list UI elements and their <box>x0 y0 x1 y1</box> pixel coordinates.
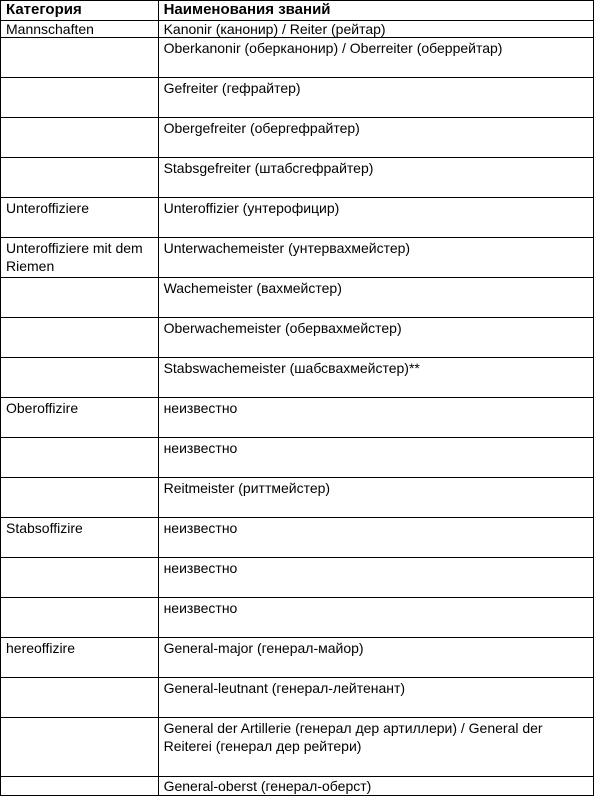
category-cell <box>1 558 159 598</box>
table-row <box>1 777 594 796</box>
rank-cell: неизвестно <box>158 558 593 598</box>
table-row <box>1 318 594 358</box>
category-cell <box>1 358 159 398</box>
rank-cell: Stabswachemeister (шабсвахмейстер)** <box>158 358 593 398</box>
table-row <box>1 718 594 777</box>
table-row <box>1 438 594 478</box>
table-row <box>1 358 594 398</box>
table-row <box>1 398 594 438</box>
table-row <box>1 198 594 238</box>
rank-cell: General der Artillerie (генерал дер артиллери) / General der Reiterei (генерал дер рейтери) <box>158 718 593 777</box>
category-cell <box>1 438 159 478</box>
category-cell <box>1 38 159 78</box>
table-row <box>1 238 594 278</box>
table-row <box>1 38 594 78</box>
rank-cell: Reitmeister (риттмейстер) <box>158 478 593 518</box>
table-row <box>1 118 594 158</box>
rank-cell: General-oberst (генерал-оберст) <box>158 777 593 796</box>
rank-cell: Kanonir (канонир) / Reiter (рейтар) <box>158 21 593 38</box>
category-cell: Stabsoffizire <box>1 518 159 558</box>
category-cell: Unteroffiziere mit dem Riemen <box>1 238 159 278</box>
header-category: Категория <box>1 1 159 21</box>
table-row <box>1 558 594 598</box>
rank-cell: Wachemeister (вахмейстер) <box>158 278 593 318</box>
rank-cell: Oberwachemeister (обервахмейстер) <box>158 318 593 358</box>
category-cell <box>1 318 159 358</box>
rank-cell: General-major (генерал-майор) <box>158 638 593 678</box>
rank-cell: Stabsgefreiter (штабсгефрайтер) <box>158 158 593 198</box>
category-cell: hereoffizire <box>1 638 159 678</box>
table-row <box>1 158 594 198</box>
category-cell <box>1 777 159 796</box>
category-cell <box>1 598 159 638</box>
category-cell <box>1 278 159 318</box>
table-row <box>1 478 594 518</box>
category-cell <box>1 678 159 718</box>
header-ranks: Наименования званий <box>158 1 593 21</box>
table-row <box>1 518 594 558</box>
category-cell: Mannschaften <box>1 21 159 38</box>
table-row <box>1 78 594 118</box>
rank-cell: неизвестно <box>158 598 593 638</box>
rank-cell: Obergefreiter (обергефрайтер) <box>158 118 593 158</box>
table-row <box>1 638 594 678</box>
category-cell <box>1 478 159 518</box>
rank-cell: неизвестно <box>158 438 593 478</box>
table-row <box>1 21 594 38</box>
rank-cell: Oberkanonir (оберканонир) / Oberreiter (оберрейтар) <box>158 38 593 78</box>
rank-cell: General-leutnant (генерал-лейтенант) <box>158 678 593 718</box>
category-cell: Unteroffiziere <box>1 198 159 238</box>
table-row <box>1 678 594 718</box>
category-cell <box>1 118 159 158</box>
rank-cell: Unterwachemeister (унтервахмейстер) <box>158 238 593 278</box>
table-row <box>1 598 594 638</box>
rank-cell: Unteroffizier (унтерофицир) <box>158 198 593 238</box>
category-cell <box>1 158 159 198</box>
header-row <box>1 1 594 21</box>
rank-cell: неизвестно <box>158 518 593 558</box>
category-cell: Oberoffizire <box>1 398 159 438</box>
category-cell <box>1 718 159 777</box>
category-cell <box>1 78 159 118</box>
table-row <box>1 278 594 318</box>
rank-cell: Gefreiter (гефрайтер) <box>158 78 593 118</box>
rank-cell: неизвестно <box>158 398 593 438</box>
